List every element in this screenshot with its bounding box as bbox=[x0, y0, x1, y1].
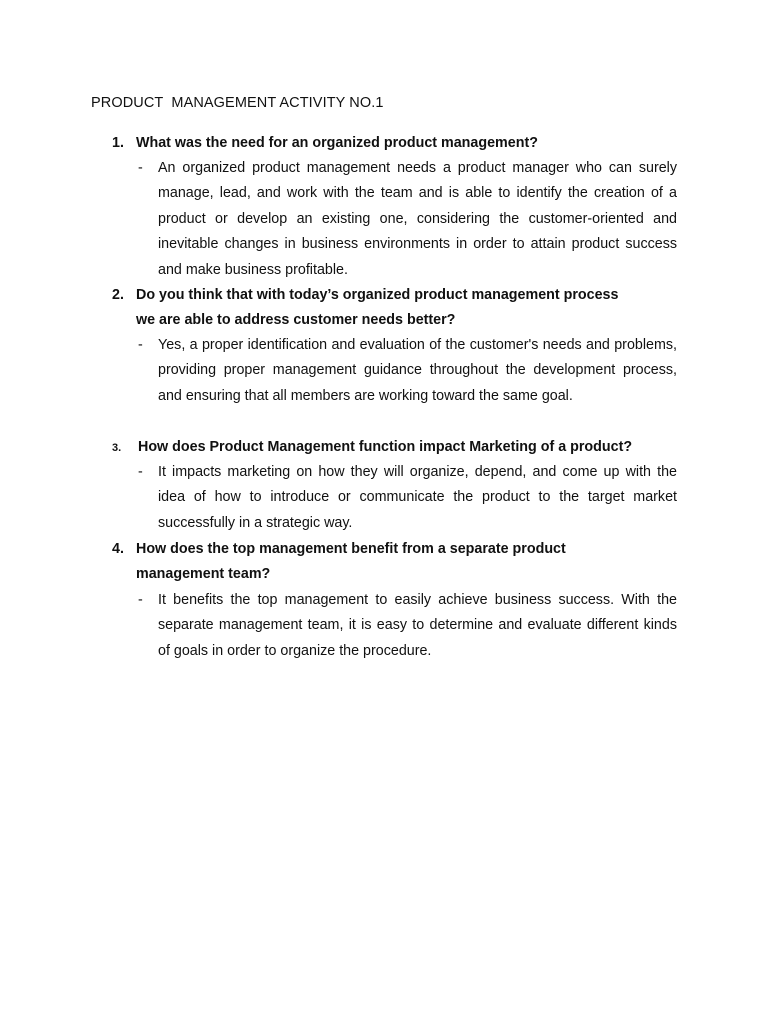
question-text: How does Product Management function impact Marketing of a product? bbox=[138, 439, 633, 455]
question-number: 3. bbox=[112, 442, 122, 454]
question-4 bbox=[112, 537, 692, 587]
answer-text: Yes, a proper identification and evaluation of the customer's needs and problems, providing proper management guidance throughout the development process, and ensuring that all members are working toward the same goal. bbox=[158, 337, 677, 404]
answer-text: It benefits the top management to easily achieve business success. With the separate management team, it is easy to determine and evaluate different kinds of goals in order to organize the procedure. bbox=[158, 592, 677, 659]
question-1 bbox=[112, 131, 692, 156]
question-text-continued: we are able to address customer needs better? bbox=[136, 312, 456, 328]
answer-bullet: - bbox=[138, 337, 143, 353]
question-number: 2. bbox=[112, 287, 124, 303]
question-3 bbox=[112, 435, 692, 461]
answer-3 bbox=[136, 460, 677, 536]
question-text: Do you think that with today’s organized product management process bbox=[136, 287, 619, 303]
question-2 bbox=[112, 283, 692, 333]
answer-text: An organized product management needs a product manager who can surely manage, lead, and work with the team and is able to identify the creation of a product or develop an existing one, considering the customer-oriented and inevitable changes in business environments in order to attain product success and make business profitable. bbox=[158, 160, 677, 278]
question-text: How does the top management benefit from a separate product bbox=[136, 541, 566, 557]
question-number: 4. bbox=[112, 541, 124, 557]
question-text-continued: management team? bbox=[136, 566, 271, 582]
answer-4 bbox=[136, 588, 677, 664]
answer-text: It impacts marketing on how they will organize, depend, and come up with the idea of how to introduce or communicate the product to the target market successfully in a strategic way. bbox=[158, 464, 677, 531]
question-number: 1. bbox=[112, 135, 124, 151]
answer-bullet: - bbox=[138, 464, 143, 480]
answer-bullet: - bbox=[138, 592, 143, 608]
answer-1 bbox=[136, 156, 677, 283]
answer-bullet: - bbox=[138, 160, 143, 176]
answer-2 bbox=[136, 333, 677, 409]
page-title: PRODUCT MANAGEMENT ACTIVITY NO.1 bbox=[91, 95, 384, 111]
question-text: What was the need for an organized product management? bbox=[136, 135, 538, 151]
